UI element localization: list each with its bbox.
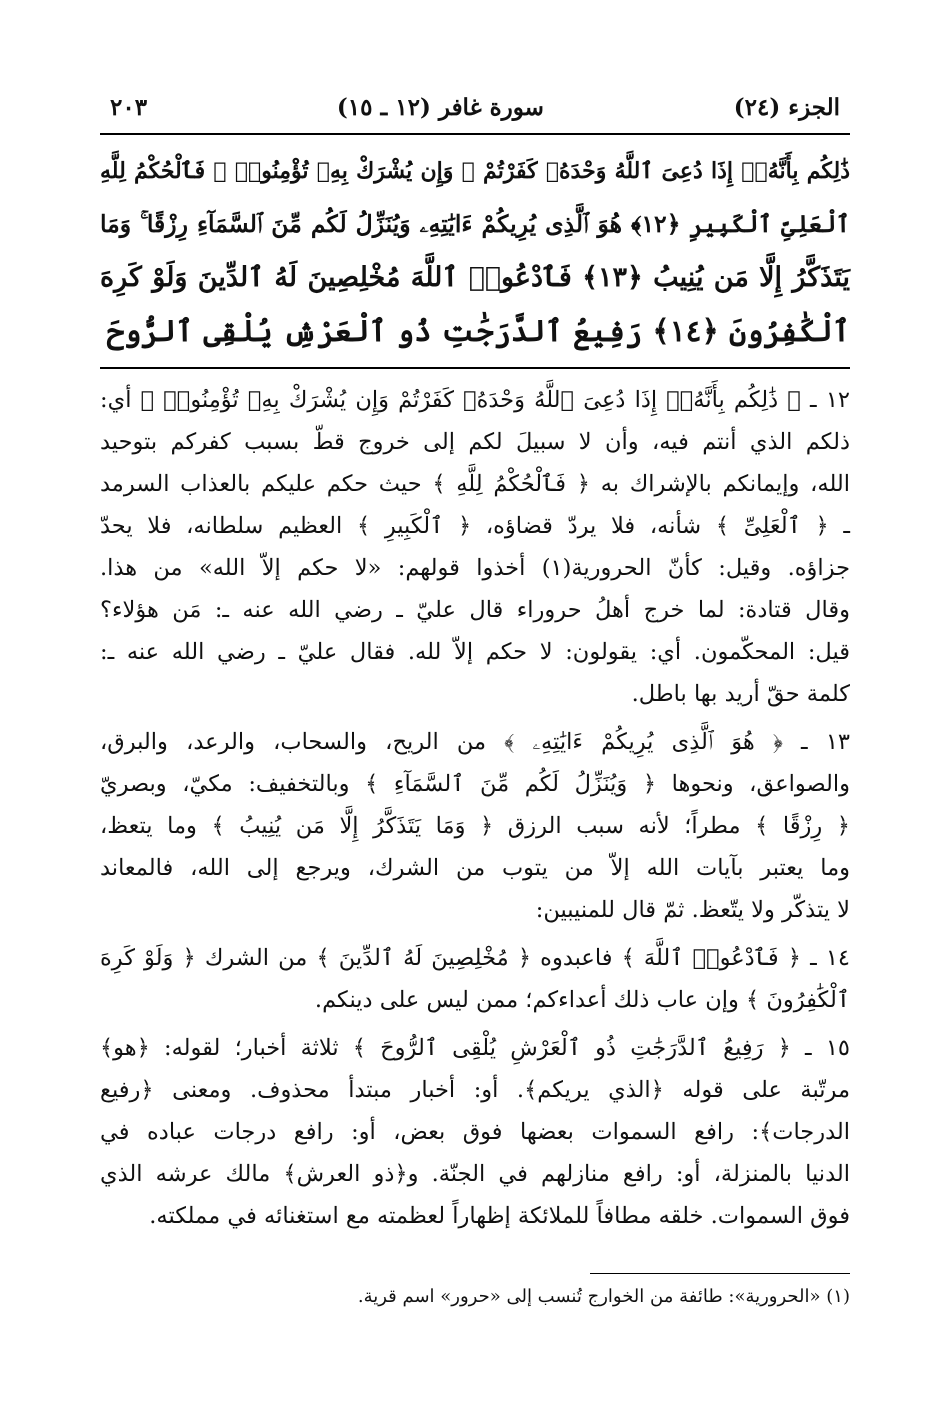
text-line: الله، وإيمانكم بالإشراك به ﴿ فَٱلْحُكْمُ لِلَّهِ ﴾ حيث حكم عليكم بالعذاب السرمد <box>100 471 850 497</box>
text-line: قيل: المحكّمون. أي: يقولون: لا حكم إلاّ لله. فقال عليّ ـ رضي الله عنه ـ: <box>100 639 850 665</box>
quran-line: ٱلْعَلِىِّ ٱلْكَبِيرِ ﴿١٢﴾ هُوَ ٱلَّذِى يُرِيكُمْ ءَايَٰتِهِۦ وَيُنَزِّلُ لَكُم مِّنَ ٱلسَّمَآءِ رِزْقًا ۚ وَمَا <box>100 210 850 238</box>
text-line: ١٢ ـ ﴿ ذَٰلِكُم بِأَنَّهُۥٓ إِذَا دُعِىَ ٱللَّهُ وَحْدَهُۥ كَفَرْتُمْ وَإِن يُشْرَكْ بِهِۦ تُؤْمِنُوا۟ ﴾ أي: <box>100 387 850 413</box>
page-number: ٢٠٣ <box>110 93 148 121</box>
text-line: والصواعق، ونحوها ﴿ وَيُنَزِّلُ لَكُم مِّنَ ٱلسَّمَآءِ ﴾ وبالتخفيف: مكيّ، وبصريّ <box>100 771 850 797</box>
surah-label: سورة غافر (١٢ ـ ١٥) <box>336 93 544 121</box>
text-line: ٱلْكَٰفِرُونَ ﴾ وإن عاب ذلك أعداءكم؛ ممن ليس على دينكم. <box>314 987 850 1013</box>
paragraph-13 <box>100 721 850 931</box>
quran-text <box>100 135 850 363</box>
text-line: ـ ﴿ ٱلْعَلِىِّ ﴾ شأنه، فلا يردّ قضاؤه، ﴿ ٱلْكَبِيرِ ﴾ العظيم سلطانه، فلا يحدّ <box>100 513 850 539</box>
footnote: (١) «الحرورية»: طائفة من الخوارج تُنسب إلى «حرور» اسم قرية. <box>357 1286 850 1307</box>
quran-rule <box>100 367 850 369</box>
paragraph-14 <box>100 937 850 1021</box>
book-page <box>100 85 850 1312</box>
text-line: ١٤ ـ ﴿ فَٱدْعُوا۟ ٱللَّهَ ﴾ فاعبدوه ﴿ مُخْلِصِينَ لَهُ ٱلدِّينَ ﴾ من الشرك ﴿ وَلَوْ كَرِهَ <box>100 945 850 971</box>
text-line: ١٣ ـ ﴿ هُوَ ٱلَّذِى يُرِيكُمْ ءَايَٰتِهِۦ ﴾ من الريح، والسحاب، والرعد، والبرق، <box>100 729 850 755</box>
page-header <box>100 85 850 129</box>
paragraph-12 <box>100 379 850 715</box>
text-line: الدرجات﴾: رافع السموات بعضها فوق بعض، أو: رافع درجات عباده في <box>100 1119 850 1145</box>
text-line: ﴿ رِزْقًا ﴾ مطراً؛ لأنه سبب الرزق ﴿ وَمَا يَتَذَكَّرُ إِلَّا مَن يُنِيبُ ﴾ وما يتعظ، <box>100 813 850 839</box>
text-line: كلمة حقّ أريد بها باطل. <box>631 681 850 707</box>
text-line: وما يعتبر بآيات الله إلاّ من يتوب من الشرك، ويرجع إلى الله، فالمعاند <box>100 855 850 881</box>
paragraph-15 <box>100 1027 850 1237</box>
text-line: ١٥ ـ ﴿ رَفِيعُ ٱلدَّرَجَٰتِ ذُو ٱلْعَرْشِ يُلْقِى ٱلرُّوحَ ﴾ ثلاثة أخبار؛ لقوله: ﴿هو﴾ <box>100 1035 850 1061</box>
juz-label: الجزء (٢٤) <box>733 93 840 121</box>
commentary <box>100 379 850 1237</box>
text-line: وقال قتادة: لما خرج أهلُ حروراء قال عليّ ـ رضي الله عنه ـ: مَن هؤلاء؟ <box>100 597 851 623</box>
quran-line: ذَٰلِكُم بِأَنَّهُۥٓ إِذَا دُعِىَ ٱللَّهُ وَحْدَهُۥ كَفَرْتُمْ ۖ وَإِن يُشْرَكْ بِهِۦ تُؤْمِنُوا۟ ۚ فَٱلْحُكْمُ لِلَّهِ <box>100 158 850 184</box>
quran-line: ٱلْكَٰفِرُونَ ﴿١٤﴾ رَفِيعُ ٱلدَّرَجَٰتِ ذُو ٱلْعَرْشِ يُلْقِى ٱلرُّوحَ <box>106 313 850 348</box>
text-line: لا يتذكّر ولا يتّعظ. ثمّ قال للمنيبين: <box>535 897 850 923</box>
text-line: مرتّبة على قوله ﴿الذي يريكم﴾. أو: أخبار مبتدأ محذوف. ومعنى ﴿رفيع <box>100 1077 850 1103</box>
text-line: فوق السموات. خلقه مطافاً للملائكة إظهاراً لعظمته مع استغنائه في مملكته. <box>149 1203 850 1229</box>
text-line: الدنيا بالمنزلة، أو: رافع منازلهم في الجنّة. و﴿ذو العرش﴾ مالك عرشه الذي <box>100 1161 850 1187</box>
quran-line: يَتَذَكَّرُ إِلَّا مَن يُنِيبُ ﴿١٣﴾ فَٱدْعُوا۟ ٱللَّهَ مُخْلِصِينَ لَهُ ٱلدِّينَ وَلَوْ كَرِهَ <box>100 262 850 293</box>
text-line: جزاؤه. وقيل: كأنّ الحرورية(١) أخذوا قولهم: «لا حكم إلاّ الله» من هذا. <box>100 555 850 581</box>
text-line: ذلكم الذي أنتم فيه، وأن لا سبيلَ لكم إلى خروج قطّ بسبب كفركم بتوحيد <box>100 429 850 455</box>
footnote-rule <box>590 1273 850 1274</box>
